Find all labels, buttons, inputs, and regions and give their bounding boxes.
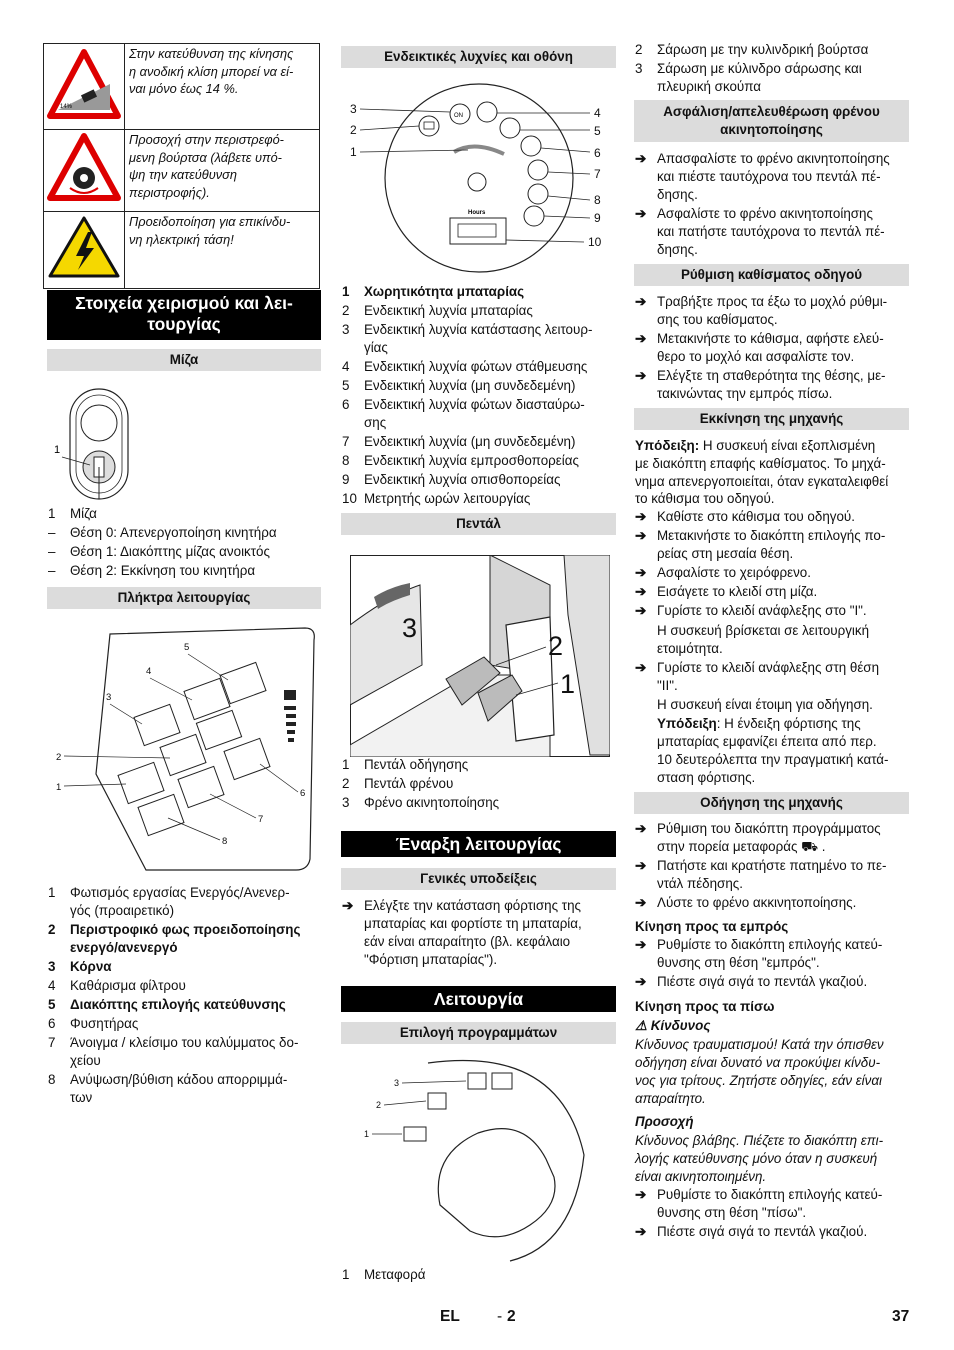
danger-text: νος για τρίτους. Ζητήστε οδηγίες, εάν είναι [635, 1073, 882, 1088]
callout-2: 2 [548, 631, 564, 661]
item-text: Ενδεικτική λυχνία (μη συνδεδεμένη) [364, 378, 576, 393]
step-text: "Φόρτιση μπαταρίας"). [364, 952, 498, 967]
text-line: ναι μόνο έως 14 %. [129, 81, 239, 96]
item-text: Ενδεικτική λυχνία εμπροσθοπορείας [364, 453, 579, 468]
step-text: μπαταρίας και φορτίστε τη μπαταρία, [364, 916, 582, 931]
item-number: 7 [342, 434, 350, 449]
item-number: 6 [342, 397, 350, 412]
text-line: Προειδοποίηση για επικίνδυ- [129, 214, 291, 230]
heading-function-keys: Πλήκτρα λειτουργίας [47, 587, 321, 609]
footer-page-number: 37 [892, 1308, 910, 1325]
callout-1: 1 [56, 782, 62, 793]
callout-3: 3 [350, 102, 357, 116]
item-number: – [48, 525, 56, 540]
caution-text: είναι ακινητοποιημένη. [635, 1169, 767, 1184]
title-line: τουργίας [147, 314, 221, 334]
transport-icon: ⛟ [801, 839, 818, 854]
arrow-right-icon: ➔ [635, 1187, 647, 1202]
note-text: Η συσκευή είναι εξοπλισμένη [702, 438, 876, 453]
item-text: Φωτισμός εργασίας Ενεργός/Ανενερ- [70, 885, 290, 900]
step-text: εάν είναι απαραίτητο (βλ. κεφάλαιο [364, 934, 571, 949]
item-number: 1 [342, 284, 350, 299]
note-label: Υπόδειξη: [635, 438, 700, 453]
slope-warning-icon [44, 44, 124, 124]
arrow-right-icon: ➔ [635, 509, 647, 524]
slope-badge: 14% [60, 104, 73, 110]
item-text: Μίζα [70, 506, 97, 521]
item-text: χείου [70, 1053, 101, 1068]
step-text: Πιέστε σιγά σιγά το πεντάλ γκαζιού. [657, 974, 868, 989]
callout-3: 3 [402, 613, 418, 643]
danger-label-text: Κίνδυνος [650, 1018, 711, 1033]
item-text: πλευρική σκούπα [657, 79, 762, 94]
item-text: των [70, 1090, 93, 1105]
arrow-right-icon: ➔ [635, 1224, 647, 1239]
item-number: 4 [342, 359, 350, 374]
item-text: Πεντάλ οδήγησης [364, 757, 469, 772]
step-text: Εισάγετε το κλειδί στη μίζα. [657, 584, 818, 599]
danger-label [635, 1017, 710, 1035]
heading-lamps: Ενδεικτικές λυχνίες και οθόνη [341, 46, 616, 68]
item-number: 1 [48, 885, 56, 900]
item-number: 5 [342, 378, 350, 393]
item-text: Μετρητής ωρών λειτουργίας [364, 491, 531, 506]
step-text: ρείας στη μεσαία θέση. [657, 546, 794, 561]
arrow-right-icon: ➔ [635, 937, 647, 952]
item-number: 2 [342, 303, 350, 318]
item-number: 1 [342, 757, 350, 772]
warning-table [43, 43, 320, 289]
callout-2: 2 [56, 752, 62, 763]
arrow-right-icon: ➔ [635, 206, 647, 221]
item-number: 3 [342, 322, 350, 337]
text-line: ψη την κατεύθυνση [129, 167, 237, 183]
arrow-right-icon: ➔ [342, 898, 354, 913]
heading-line: Ασφάλιση/απελευθέρωση φρένου [663, 104, 880, 119]
step-text: θυνσης στη θέση "πίσω". [657, 1205, 807, 1220]
note-cont [635, 473, 888, 491]
text-line: μενη βούρτσα (λάβετε υπό- [129, 149, 282, 165]
callout-5: 5 [594, 124, 601, 138]
callout-8: 8 [594, 193, 601, 207]
callout-8: 8 [222, 836, 228, 847]
item-text: Ενδεικτική λυχνία οπισθοπορείας [364, 472, 561, 487]
item-text: Σάρωση με την κυλινδρική βούρτσα [657, 42, 869, 57]
item-text: Χωρητικότητα μπαταρίας [364, 284, 525, 299]
step-text: και πιέστε ταυτόχρονα του πεντάλ πέ- [657, 169, 881, 184]
ignition-figure [50, 385, 160, 503]
item-number: 1 [342, 1267, 350, 1282]
arrow-right-icon: ➔ [635, 331, 647, 346]
callout-1: 1 [350, 145, 357, 159]
step-text: δησης. [657, 242, 698, 257]
callout-3: 3 [394, 1078, 400, 1088]
hours-label: Hours [468, 210, 486, 216]
item-number: 3 [48, 959, 56, 974]
heading-line: ακινητοποίησης [720, 122, 823, 137]
item-number: – [48, 563, 56, 578]
arrow-right-icon: ➔ [635, 528, 647, 543]
footer-separator: - [497, 1308, 503, 1325]
step-text: σης του καθίσματος. [657, 312, 778, 327]
note-text: σταση φόρτισης. [657, 770, 756, 785]
arrow-right-icon: ➔ [635, 294, 647, 309]
callout-6: 6 [594, 146, 601, 160]
warning-text-voltage [125, 212, 320, 288]
note-text: μπαταρίας εμφανίζει έπειτα από περ. [657, 734, 877, 749]
danger-text: Κίνδυνος τραυματισμού! Κατά την όπισθεν [635, 1037, 884, 1052]
callout-2: 2 [350, 123, 357, 137]
title-line: Στοιχεία χειρισμού και λει- [75, 293, 293, 313]
callout-9: 9 [594, 211, 601, 225]
item-number: 6 [48, 1016, 56, 1031]
item-text: Ανύψωση/βύθιση κάδου απορριμμά- [70, 1072, 288, 1087]
step-text: Καθίστε στο κάθισμα του οδηγού. [657, 509, 855, 524]
item-text: Ενδεικτική λυχνία φώτων διασταύρω- [364, 397, 585, 412]
arrow-right-icon: ➔ [635, 368, 647, 383]
step-text: Ρυθμίστε το διακόπτη επιλογής κατεύ- [657, 937, 883, 952]
text-line: Προσοχή στην περιστρεφό- [129, 132, 284, 148]
note [635, 437, 875, 455]
item-text: γίας [364, 340, 388, 355]
step-text: ντάλ πέδησης. [657, 876, 743, 891]
warning-text-brush [125, 130, 320, 212]
on-label: ON [454, 113, 463, 119]
item-text: ενεργό/ανενεργό [70, 940, 178, 955]
step-text: Τραβήξτε προς τα έξω το μοχλό ρύθμι- [657, 294, 888, 309]
heading-programs: Επιλογή προγραμμάτων [341, 1022, 616, 1044]
warning-triangle-icon: ⚠ [635, 1018, 648, 1033]
heading-parking-brake [634, 100, 909, 142]
danger-text: οδήγηση είναι δυνατό να προκύψει κίνδυ- [635, 1055, 881, 1070]
step-text: Γυρίστε το κλειδί ανάφλεξης στο "I". [657, 603, 867, 618]
caution-label: Προσοχή [635, 1114, 694, 1129]
item-text: Κόρνα [70, 959, 112, 974]
callout-7: 7 [594, 167, 601, 181]
warning-cell-voltage [44, 212, 125, 288]
text-line: Στην κατεύθυνση της κίνησης [129, 46, 294, 61]
arrow-right-icon: ➔ [635, 603, 647, 618]
item-number: 8 [48, 1072, 56, 1087]
text-line: νη ηλεκτρική τάση! [129, 231, 234, 247]
warning-text-slope [125, 44, 320, 130]
arrow-right-icon: ➔ [635, 895, 647, 910]
item-text: Φυσητήρας [70, 1016, 139, 1031]
item-text: Ενδεικτική λυχνία κατάστασης λειτουρ- [364, 322, 593, 337]
item-text: Πεντάλ φρένου [364, 776, 454, 791]
item-text: Διακόπτης επιλογής κατεύθυνσης [70, 997, 286, 1012]
callout-4: 4 [594, 106, 601, 120]
step-text: "II". [657, 678, 678, 693]
step-text: τακινώντας την εμπρός πίσω. [657, 386, 833, 401]
item-text: Μεταφορά [364, 1267, 426, 1282]
footer-language: EL [440, 1308, 460, 1325]
note-cont [635, 455, 886, 473]
indicator-panel-figure [344, 82, 614, 278]
subtitle-reverse: Κίνηση προς τα πίσω [635, 999, 775, 1014]
item-text: Καθάρισμα φίλτρου [70, 978, 186, 993]
callout-5: 5 [184, 642, 190, 653]
item-text: Θέση 2: Εκκίνηση του κινητήρα [70, 563, 256, 578]
callout-3: 3 [106, 692, 112, 703]
arrow-right-icon: ➔ [635, 565, 647, 580]
step-text: στην πορεία μεταφοράς [657, 839, 798, 854]
note-text: το κάθισμα του οδηγού. [635, 491, 775, 506]
arrow-right-icon: ➔ [635, 821, 647, 836]
step-text: θυνσης στη θέση "εμπρός". [657, 955, 820, 970]
item-text: Θέση 0: Απενεργοποίηση κινητήρα [70, 525, 277, 540]
danger-text: απαραίτητο. [635, 1091, 706, 1106]
item-number: – [48, 544, 56, 559]
rotating-brush-warning-icon [44, 130, 124, 206]
caution-text: λογής κατεύθυνσης μόνο όταν η συσκευή [635, 1151, 878, 1166]
step-text: Γυρίστε το κλειδί ανάφλεξης στη θέση [657, 660, 880, 675]
heading-start-engine: Εκκίνηση της μηχανής [634, 408, 909, 430]
item-text: Άνοιγμα / κλείσιμο του καλύμματος δο- [70, 1035, 299, 1050]
item-number: 1 [48, 506, 56, 521]
item-number: 3 [342, 795, 350, 810]
item-text: Σάρωση με κύλινδρο σάρωσης και [657, 61, 862, 76]
arrow-right-icon: ➔ [635, 151, 647, 166]
function-keys-figure [50, 624, 320, 874]
step-text: και πατήστε ταυτόχρονα το πεντάλ πέ- [657, 224, 885, 239]
arrow-right-icon: ➔ [635, 858, 647, 873]
callout-1: 1 [54, 444, 61, 456]
step-text: Ρύθμιση του διακόπτη προγράμματος [657, 821, 881, 836]
item-text: Ενδεικτική λυχνία φώτων στάθμευσης [364, 359, 588, 374]
high-voltage-warning-icon [44, 212, 124, 282]
step-text: Ελέγξτε τη σταθερότητα της θέσης, με- [657, 368, 886, 383]
item-number: 2 [342, 776, 350, 791]
step-text: Απασφαλίστε το φρένο ακινητοποίησης [657, 151, 890, 166]
item-number: 9 [342, 472, 350, 487]
program-selector-figure [360, 1055, 590, 1265]
arrow-right-icon: ➔ [635, 660, 647, 675]
heading-drive: Οδήγηση της μηχανής [634, 792, 909, 814]
item-number: 2 [635, 42, 643, 57]
heading-general: Γενικές υποδείξεις [341, 868, 616, 890]
note-text: : Η ένδειξη φόρτισης της [716, 716, 861, 731]
note-text: 10 δευτερόλεπτα την πραγματική κατά- [657, 752, 889, 767]
step-text: Ασφαλίστε το χειρόφρενο. [657, 565, 811, 580]
note-cont [635, 490, 775, 508]
item-text: γός (προαιρετικό) [70, 903, 175, 918]
note-text: με διακόπτη επαφής καθίσματος. Το μηχά- [635, 456, 886, 471]
heading-seat: Ρύθμιση καθίσματος οδηγού [634, 264, 909, 286]
text-line: η ανοδική κλίση μπορεί να εί- [129, 63, 294, 79]
warning-cell-slope [44, 44, 125, 130]
step-text: Μετακινήστε το διακόπτη επιλογής πο- [657, 528, 886, 543]
callout-4: 4 [146, 666, 152, 677]
item-text: Περιστροφικό φως προειδοποίησης [70, 922, 301, 937]
caution-text: Κίνδυνος βλάβης. Πιέζετε το διακόπτη επι- [635, 1133, 884, 1148]
item-text: Φρένο ακινητοποίησης [364, 795, 500, 810]
note-text: νημα απενεργοποιείται, όταν εγκαταλειφθεί [635, 474, 889, 489]
step-text: Λύστε το φρένο ακκινητοποίησης. [657, 895, 857, 910]
step-text: Πιέστε σιγά σιγά το πεντάλ γκαζιού. [657, 1224, 868, 1239]
pedals-figure [350, 555, 610, 757]
step-text: Ελέγξτε την κατάσταση φόρτισης της [364, 898, 581, 913]
step-text: Πατήστε και κρατήστε πατημένο το πε- [657, 858, 887, 873]
heading-ignition: Μίζα [47, 349, 321, 371]
section-title-start: Έναρξη λειτουργίας [341, 831, 616, 857]
heading-pedals: Πεντάλ [341, 513, 616, 535]
warning-cell-brush [44, 130, 125, 212]
subtitle-forward: Κίνηση προς τα εμπρός [635, 919, 789, 934]
callout-1: 1 [364, 1129, 370, 1139]
callout-10: 10 [588, 235, 602, 249]
callout-2: 2 [376, 1100, 382, 1110]
step-text: Μετακινήστε το κάθισμα, αφήστε ελεύ- [657, 331, 884, 346]
arrow-right-icon: ➔ [635, 974, 647, 989]
step-text: θερο το μοχλό και ασφαλίστε τον. [657, 349, 855, 364]
item-number: 10 [342, 491, 357, 506]
text-line: περιστροφής). [129, 184, 210, 200]
item-number: 8 [342, 453, 350, 468]
result-line: ετοιμότητα. [657, 641, 723, 656]
step-text: Ασφαλίστε το φρένο ακινητοποίησης [657, 206, 873, 221]
item-text: Ενδεικτική λυχνία (μη συνδεδεμένη) [364, 434, 576, 449]
callout-7: 7 [258, 814, 264, 825]
item-text: Θέση 1: Διακόπτης μίζας ανοικτός [70, 544, 270, 559]
item-text: σης [364, 415, 387, 430]
step-text: Ρυθμίστε το διακόπτη επιλογής κατεύ- [657, 1187, 883, 1202]
result-line: Η συσκευή βρίσκεται σε λειτουργική [657, 623, 870, 638]
section-title-operation: Λειτουργία [341, 986, 616, 1012]
footer-section-page: 2 [507, 1308, 516, 1325]
item-number: 5 [48, 997, 56, 1012]
item-text: Ενδεικτική λυχνία μπαταρίας [364, 303, 533, 318]
item-number: 3 [635, 61, 643, 76]
section-title-controls [47, 290, 321, 340]
item-number: 4 [48, 978, 56, 993]
item-number: 2 [48, 922, 56, 937]
item-number: 7 [48, 1035, 56, 1050]
step-text: δησης. [657, 187, 698, 202]
arrow-right-icon: ➔ [635, 584, 647, 599]
note-label: Υπόδειξη [657, 716, 717, 731]
callout-1: 1 [560, 669, 576, 699]
callout-6: 6 [300, 788, 306, 799]
result-line: Η συσκευή είναι έτοιμη για οδήγηση. [657, 697, 873, 712]
